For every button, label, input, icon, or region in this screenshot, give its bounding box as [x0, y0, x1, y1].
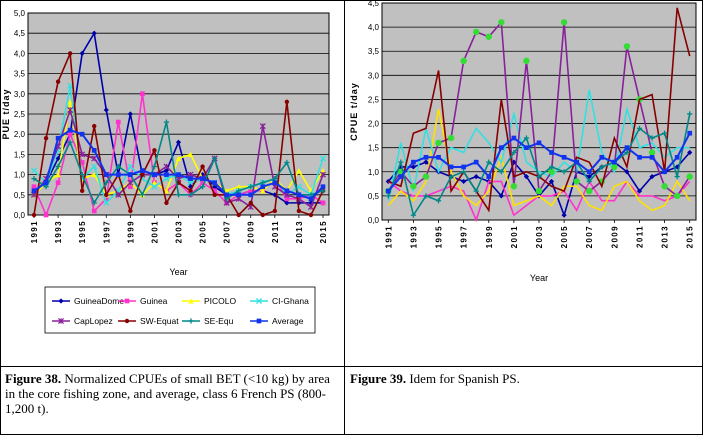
data-point	[261, 213, 265, 217]
data-point	[188, 176, 193, 181]
data-point	[435, 140, 441, 146]
x-tick-label: 1995	[434, 225, 444, 249]
x-tick-label: 1993	[54, 220, 64, 244]
y-axis-label: CPUE t/day	[349, 82, 359, 141]
data-point	[321, 201, 326, 206]
data-point	[297, 192, 302, 197]
legend-marker	[257, 319, 262, 324]
data-point	[537, 141, 542, 146]
data-point	[486, 34, 492, 40]
data-point	[32, 213, 36, 217]
caption-figure-39	[350, 371, 690, 386]
data-point	[309, 197, 314, 202]
y-tick-label: 1,0	[367, 167, 379, 177]
caption-text: Idem for Spanish PS.	[406, 371, 520, 386]
data-point	[309, 213, 313, 217]
data-point	[523, 58, 529, 64]
y-tick-label: 2,5	[13, 110, 25, 119]
data-point	[44, 136, 48, 140]
data-point	[44, 180, 49, 185]
data-point	[152, 148, 156, 152]
caption-label: Figure 38.	[5, 371, 62, 386]
legend-label: SE-Equ	[204, 316, 234, 326]
data-point	[687, 173, 693, 179]
data-point	[599, 155, 604, 160]
data-point	[224, 192, 229, 197]
data-point	[273, 209, 277, 213]
y-tick-label: 1,0	[13, 170, 25, 180]
data-point	[386, 189, 391, 194]
x-tick-label: 1991	[384, 225, 394, 249]
x-tick-label: 2013	[294, 220, 304, 244]
x-tick-label: 2011	[635, 225, 645, 248]
data-point	[92, 209, 97, 214]
data-point	[460, 58, 466, 64]
data-point	[248, 192, 253, 197]
data-point	[612, 160, 617, 165]
data-point	[687, 131, 692, 136]
data-point	[650, 155, 655, 160]
x-tick-label: 2015	[685, 225, 695, 249]
data-point	[68, 128, 73, 133]
x-tick-label: 2007	[585, 224, 595, 249]
y-tick-label: 3,0	[367, 71, 379, 81]
data-point	[128, 209, 132, 213]
y-tick-label: 4,5	[367, 0, 379, 8]
y-tick-label: 4,0	[13, 49, 25, 59]
data-point	[486, 174, 491, 179]
data-point	[423, 173, 429, 179]
data-point	[56, 79, 60, 83]
legend-label: SW-Equat	[140, 316, 179, 326]
legend-label: PICOLO	[204, 296, 237, 306]
y-tick-label: 3,0	[13, 89, 25, 99]
data-point	[285, 188, 290, 193]
data-point	[675, 155, 680, 160]
data-point	[436, 155, 441, 160]
data-point	[32, 184, 37, 189]
data-point	[561, 19, 567, 25]
data-point	[449, 165, 454, 170]
x-tick-label: 2001	[150, 220, 160, 244]
data-point	[272, 180, 277, 185]
data-point	[68, 132, 73, 137]
x-tick-label: 2011	[270, 220, 280, 243]
x-tick-label: 2013	[660, 225, 670, 249]
data-point	[56, 136, 61, 141]
data-point	[200, 164, 204, 168]
legend	[45, 287, 315, 333]
data-point	[237, 213, 241, 217]
data-point	[474, 160, 479, 165]
data-point	[80, 132, 85, 137]
data-point	[399, 174, 404, 179]
data-point	[524, 145, 529, 150]
y-tick-label: 0,0	[13, 211, 25, 220]
data-point	[249, 201, 253, 205]
data-point	[32, 188, 37, 193]
data-point	[212, 180, 217, 185]
chart-figure-38	[0, 0, 344, 366]
y-tick-label: 5,0	[13, 9, 25, 18]
data-point	[411, 160, 416, 165]
data-point	[128, 172, 133, 177]
data-point	[586, 188, 592, 194]
data-point	[661, 183, 667, 189]
data-point	[200, 176, 205, 181]
x-tick-label: 1999	[126, 220, 136, 244]
x-tick-label: 2003	[174, 220, 184, 244]
data-point	[461, 165, 466, 170]
y-tick-label: 1,5	[13, 150, 25, 160]
data-point	[104, 193, 108, 197]
data-point	[297, 209, 301, 213]
data-point	[536, 188, 542, 194]
y-tick-label: 2,0	[367, 119, 379, 129]
data-point	[549, 150, 554, 155]
y-tick-label: 0,0	[367, 216, 379, 225]
caption-label: Figure 39.	[350, 371, 407, 386]
data-point	[674, 193, 680, 199]
x-tick-label: 2005	[560, 225, 570, 249]
x-tick-label: 1993	[409, 225, 419, 249]
data-point	[80, 189, 84, 193]
data-point	[624, 43, 630, 49]
data-point	[410, 183, 416, 189]
y-tick-label: 3,5	[367, 47, 379, 57]
data-point	[511, 183, 517, 189]
legend-marker	[125, 299, 130, 304]
data-point	[164, 201, 168, 205]
x-axis-label: Year	[169, 267, 188, 277]
data-point	[140, 168, 145, 173]
data-point	[637, 155, 642, 160]
x-axis-label: Year	[529, 273, 549, 283]
x-tick-label: 1999	[484, 225, 494, 249]
data-point	[573, 178, 579, 184]
data-point	[68, 51, 72, 55]
data-point	[44, 213, 49, 218]
data-point	[321, 184, 326, 189]
x-tick-label: 2009	[246, 219, 256, 244]
data-point	[285, 100, 289, 104]
data-point	[152, 172, 157, 177]
data-point	[92, 148, 97, 153]
y-axis-label: PUE t/day	[1, 88, 11, 140]
data-point	[587, 169, 592, 174]
caption-figure-38	[5, 371, 337, 416]
data-point	[260, 184, 265, 189]
x-tick-label: 2003	[535, 225, 544, 249]
data-point	[473, 29, 479, 35]
data-point	[176, 172, 181, 177]
data-point	[574, 160, 579, 165]
y-tick-label: 1,5	[367, 143, 379, 153]
legend-label: Guinea	[140, 296, 168, 306]
data-point	[116, 172, 121, 177]
data-point	[662, 169, 667, 174]
x-tick-label: 1995	[78, 220, 88, 244]
legend-label: CI-Ghana	[272, 296, 309, 306]
y-tick-label: 0,5	[367, 191, 379, 201]
y-tick-label: 2,0	[13, 130, 25, 140]
y-tick-label: 0,5	[13, 190, 25, 200]
legend-label: Average	[272, 316, 304, 326]
data-point	[424, 155, 429, 160]
data-point	[498, 19, 504, 25]
data-point	[140, 172, 144, 176]
data-point	[164, 172, 169, 177]
y-tick-label: 4,5	[13, 29, 25, 39]
chart-figure-39	[345, 0, 703, 366]
data-point	[625, 145, 630, 150]
y-tick-label: 2,5	[367, 95, 379, 105]
x-tick-label: 1991	[30, 220, 40, 244]
x-tick-label: 2007	[222, 220, 232, 244]
legend-label: CapLopez	[74, 316, 113, 326]
data-point	[56, 180, 61, 185]
data-point	[140, 91, 145, 96]
x-tick-label: 2009	[610, 225, 620, 249]
data-point	[448, 135, 454, 141]
y-tick-label: 3,5	[13, 69, 25, 79]
data-point	[512, 136, 517, 141]
y-tick-label: 4,0	[367, 23, 379, 33]
caption-text: Normalized CPUEs of small BET (<10 kg) by area in the core fishing zone, and average, class 6 French PS (800-1,200 t).	[5, 371, 330, 416]
data-point	[236, 192, 241, 197]
data-point	[116, 120, 121, 125]
x-tick-label: 1997	[102, 220, 112, 244]
legend-label: GuineaDome	[74, 296, 125, 306]
x-tick-label: 1997	[459, 225, 469, 249]
data-point	[92, 124, 96, 128]
data-point	[212, 193, 216, 197]
data-point	[562, 155, 567, 160]
x-tick-label: 2001	[509, 225, 519, 249]
data-point	[649, 149, 655, 155]
x-tick-label: 2015	[318, 220, 328, 244]
x-tick-label: 2005	[198, 220, 208, 244]
data-point	[104, 172, 109, 177]
data-point	[499, 145, 504, 150]
legend-marker	[125, 319, 129, 323]
